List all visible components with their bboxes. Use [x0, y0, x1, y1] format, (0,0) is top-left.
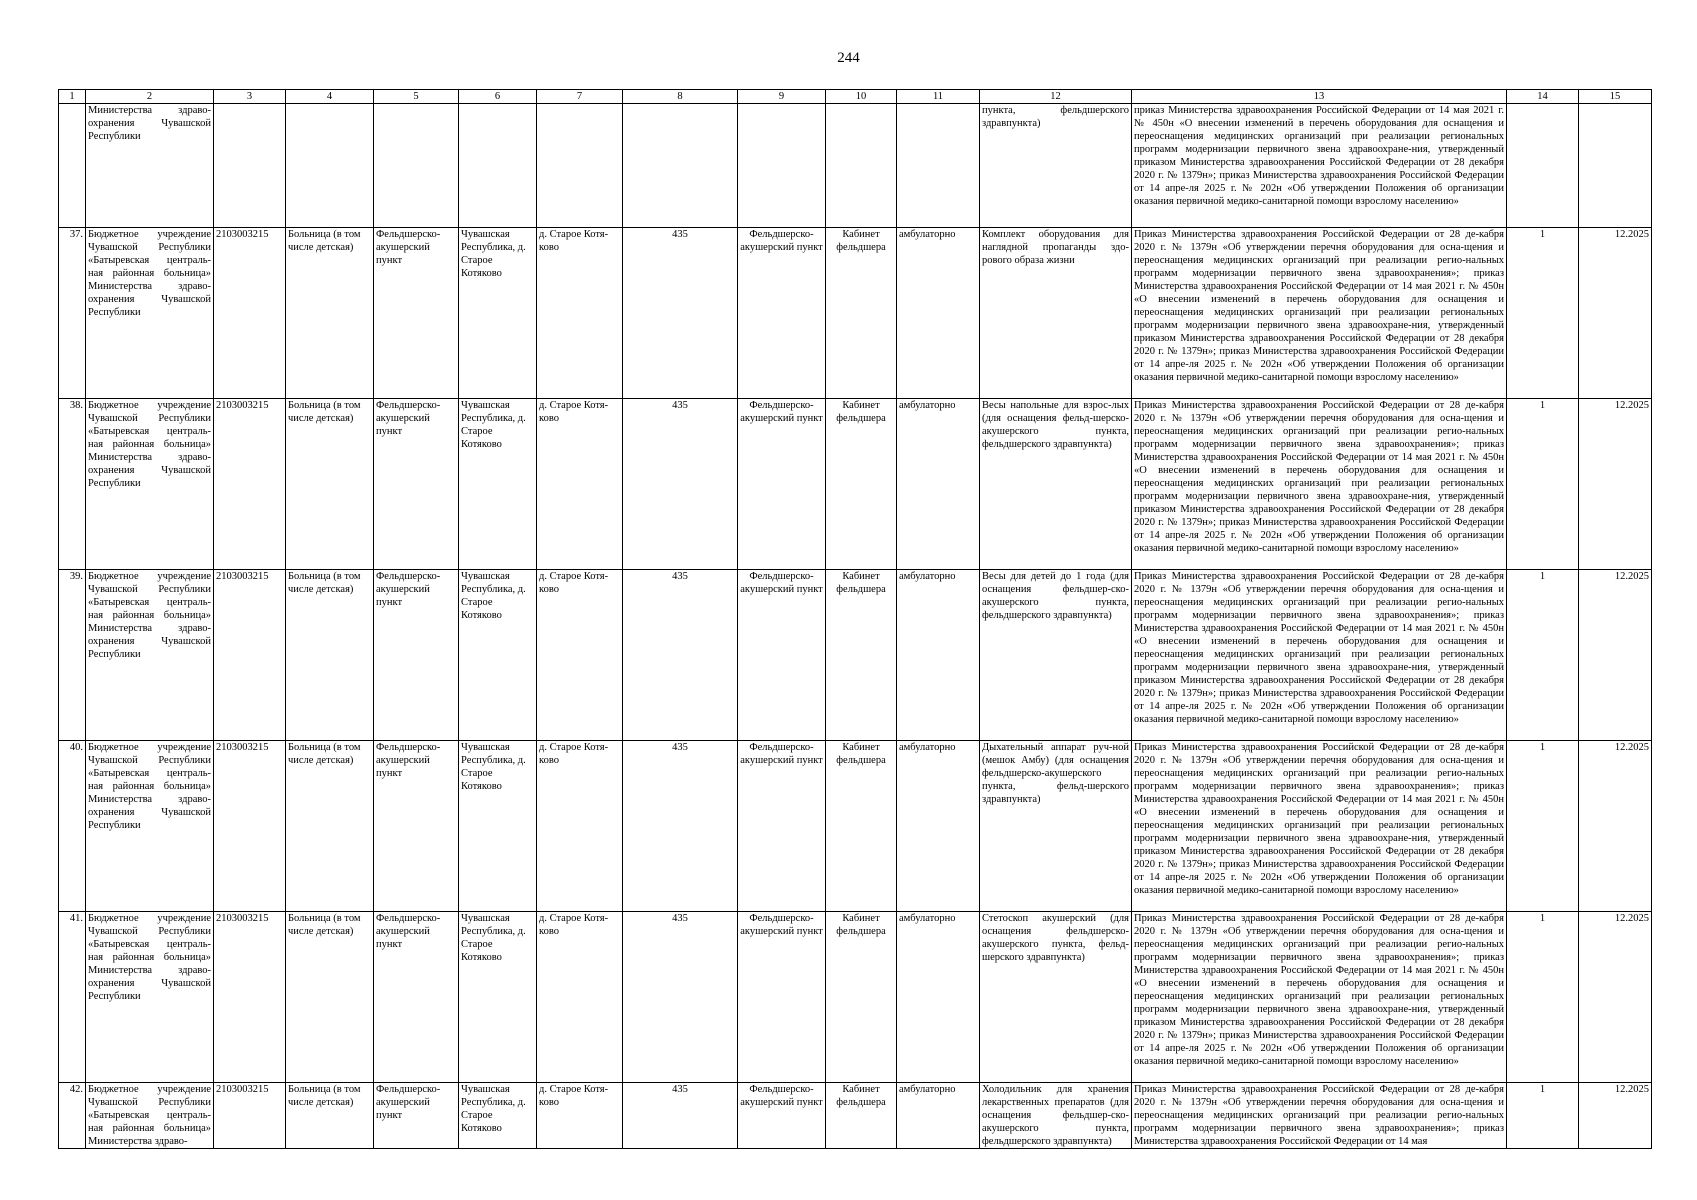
cell-room: Кабинет фельдшера — [826, 399, 897, 570]
cell-settlement: д. Старое Котя-ково — [537, 228, 623, 399]
cell-address: Чувашская Республика, д. Старое Котяково — [459, 228, 537, 399]
cell-num — [59, 104, 86, 228]
table-row — [59, 399, 1652, 570]
column-number-7: 7 — [537, 90, 623, 104]
cell-type: Больница (в том числе детская) — [286, 399, 374, 570]
cell-settlement: д. Старое Котя-ково — [537, 399, 623, 570]
cell-care: амбулаторно — [897, 741, 980, 912]
equipment-table — [58, 89, 1652, 1149]
cell-empty — [286, 104, 374, 228]
cell-equipment: Стетоскоп акушерский (для оснащения фельдшерско-акушерского пункта, фельд-шерского здравпункта) — [980, 912, 1132, 1083]
column-number-6: 6 — [459, 90, 537, 104]
cell-unit: Фельдшерско-акушерский пункт — [374, 399, 459, 570]
cell-org: Министерства здраво-охранения Чувашской Республики — [86, 104, 214, 228]
cell-settlement: д. Старое Котя-ково — [537, 741, 623, 912]
cell-num: 38. — [59, 399, 86, 570]
cell-unit: Фельдшерско-акушерский пункт — [374, 1083, 459, 1149]
cell-org: Бюджетное учреждение Чувашской Республики «Батыревская централь-ная районная больница» Министерства здраво-охранения Чувашской Республики — [86, 399, 214, 570]
cell-care: амбулаторно — [897, 228, 980, 399]
cell-settlement: д. Старое Котя-ково — [537, 1083, 623, 1149]
cell-equipment: Комплект оборудования для наглядной пропаганды здо-рового образа жизни — [980, 228, 1132, 399]
table-row-continuation — [59, 104, 1652, 228]
cell-settlement: д. Старое Котя-ково — [537, 912, 623, 1083]
column-number-9: 9 — [738, 90, 826, 104]
cell-inn: 2103003215 — [214, 741, 286, 912]
cell-care: амбулаторно — [897, 1083, 980, 1149]
cell-docs: Приказ Министерства здравоохранения Российской Федерации от 28 де-кабря 2020 г. № 1379н «Об утверждении перечня оборудования для осна-щения и переоснащения медицинских организаций при реализации регио-нальных программ модернизации первичного звена здравоохранения»; приказ Министерства здравоохранения Российской Федерации от 14 мая 2021 г. № 450н «О внесении изменений в перечень оборудования для оснащения и переоснащения медицинских организаций при реализации региональных программ модернизации первичного звена здравоохране-ния, утвержденный приказом Министерства здравоохранения Российской Федерации от 28 декабря 2020 г. № 1379н»; приказ Министерства здравоохранения Российской Федерации от 14 апре-ля 2025 г. № 202н «Об утверждении Положения об организации оказания первичной медико-санитарной помощи взрослому населению» — [1132, 570, 1507, 741]
cell-address: Чувашская Республика, д. Старое Котяково — [459, 741, 537, 912]
cell-equipment: Весы для детей до 1 года (для оснащения фельдшер-ско-акушерского пункта, фельдшерского здравпункта) — [980, 570, 1132, 741]
cell-unit: Фельдшерско-акушерский пункт — [374, 741, 459, 912]
cell-docs: Приказ Министерства здравоохранения Российской Федерации от 28 де-кабря 2020 г. № 1379н «Об утверждении перечня оборудования для осна-щения и переоснащения медицинских организаций при реализации регио-нальных программ модернизации первичного звена здравоохранения»; приказ Министерства здравоохранения Российской Федерации от 14 мая — [1132, 1083, 1507, 1149]
cell-num: 39. — [59, 570, 86, 741]
cell-code: 435 — [623, 741, 738, 912]
cell-docs: приказ Министерства здравоохранения Российской Федерации от 14 мая 2021 г. № 450н «О внесении изменений в перечень оборудования для оснащения и переоснащения медицинских организаций при реализации региональных программ модернизации первичного звена здравоохране-ния, утвержденный приказом Министерства здравоохранения Российской Федерации от 28 декабря 2020 г. № 1379н»; приказ Министерства здравоохранения Российской Федерации от 14 апре-ля 2025 г. № 202н «Об утверждении Положения об организации оказания первичной медико-санитарной помощи взрослому населению» — [1132, 104, 1507, 228]
cell-code: 435 — [623, 912, 738, 1083]
cell-subunit: Фельдшерско-акушерский пункт — [738, 399, 826, 570]
table-row — [59, 741, 1652, 912]
cell-qty: 1 — [1507, 570, 1579, 741]
cell-code: 435 — [623, 1083, 738, 1149]
cell-date: 12.2025 — [1579, 228, 1652, 399]
column-number-2: 2 — [86, 90, 214, 104]
cell-subunit: Фельдшерско-акушерский пункт — [738, 912, 826, 1083]
cell-num: 37. — [59, 228, 86, 399]
column-number-3: 3 — [214, 90, 286, 104]
cell-empty — [1507, 104, 1579, 228]
cell-address: Чувашская Республика, д. Старое Котяково — [459, 570, 537, 741]
cell-unit: Фельдшерско-акушерский пункт — [374, 228, 459, 399]
cell-address: Чувашская Республика, д. Старое Котяково — [459, 912, 537, 1083]
cell-empty — [374, 104, 459, 228]
cell-inn: 2103003215 — [214, 1083, 286, 1149]
cell-empty — [897, 104, 980, 228]
page-number: 244 — [837, 50, 860, 66]
cell-qty: 1 — [1507, 228, 1579, 399]
cell-num: 40. — [59, 741, 86, 912]
cell-code: 435 — [623, 228, 738, 399]
column-number-1: 1 — [59, 90, 86, 104]
cell-room: Кабинет фельдшера — [826, 741, 897, 912]
cell-type: Больница (в том числе детская) — [286, 912, 374, 1083]
cell-inn: 2103003215 — [214, 228, 286, 399]
cell-qty: 1 — [1507, 912, 1579, 1083]
column-number-5: 5 — [374, 90, 459, 104]
cell-type: Больница (в том числе детская) — [286, 570, 374, 741]
cell-inn: 2103003215 — [214, 570, 286, 741]
cell-care: амбулаторно — [897, 912, 980, 1083]
cell-num: 41. — [59, 912, 86, 1083]
cell-date: 12.2025 — [1579, 741, 1652, 912]
cell-type: Больница (в том числе детская) — [286, 741, 374, 912]
cell-type: Больница (в том числе детская) — [286, 228, 374, 399]
cell-empty — [826, 104, 897, 228]
cell-docs: Приказ Министерства здравоохранения Российской Федерации от 28 де-кабря 2020 г. № 1379н «Об утверждении перечня оборудования для осна-щения и переоснащения медицинских организаций при реализации регио-нальных программ модернизации первичного звена здравоохранения»; приказ Министерства здравоохранения Российской Федерации от 14 мая 2021 г. № 450н «О внесении изменений в перечень оборудования для оснащения и переоснащения медицинских организаций при реализации региональных программ модернизации первичного звена здравоохране-ния, утвержденный приказом Министерства здравоохранения Российской Федерации от 28 декабря 2020 г. № 1379н»; приказ Министерства здравоохранения Российской Федерации от 14 апре-ля 2025 г. № 202н «Об утверждении Положения об организации оказания первичной медико-санитарной помощи взрослому населению» — [1132, 741, 1507, 912]
column-number-row — [59, 90, 1652, 104]
cell-subunit: Фельдшерско-акушерский пункт — [738, 228, 826, 399]
cell-empty — [1579, 104, 1652, 228]
cell-org: Бюджетное учреждение Чувашской Республики «Батыревская централь-ная районная больница» Министерства здраво- — [86, 1083, 214, 1149]
cell-qty: 1 — [1507, 399, 1579, 570]
cell-subunit: Фельдшерско-акушерский пункт — [738, 570, 826, 741]
cell-org: Бюджетное учреждение Чувашской Республики «Батыревская централь-ная районная больница» Министерства здраво-охранения Чувашской Республики — [86, 912, 214, 1083]
cell-qty: 1 — [1507, 741, 1579, 912]
cell-empty — [537, 104, 623, 228]
column-number-15: 15 — [1579, 90, 1652, 104]
cell-qty: 1 — [1507, 1083, 1579, 1149]
cell-code: 435 — [623, 570, 738, 741]
cell-empty — [738, 104, 826, 228]
cell-room: Кабинет фельдшера — [826, 1083, 897, 1149]
table-row — [59, 1083, 1652, 1149]
column-number-10: 10 — [826, 90, 897, 104]
cell-equipment: Весы напольные для взрос-лых (для оснащения фельд-шерско-акушерского пункта, фельдшерского здравпункта) — [980, 399, 1132, 570]
cell-docs: Приказ Министерства здравоохранения Российской Федерации от 28 де-кабря 2020 г. № 1379н «Об утверждении перечня оборудования для осна-щения и переоснащения медицинских организаций при реализации регио-нальных программ модернизации первичного звена здравоохранения»; приказ Министерства здравоохранения Российской Федерации от 14 мая 2021 г. № 450н «О внесении изменений в перечень оборудования для оснащения и переоснащения медицинских организаций при реализации региональных программ модернизации первичного звена здравоохране-ния, утвержденный приказом Министерства здравоохранения Российской Федерации от 28 декабря 2020 г. № 1379н»; приказ Министерства здравоохранения Российской Федерации от 14 апре-ля 2025 г. № 202н «Об утверждении Положения об организации оказания первичной медико-санитарной помощи взрослому населению» — [1132, 912, 1507, 1083]
table-row — [59, 228, 1652, 399]
cell-date: 12.2025 — [1579, 570, 1652, 741]
cell-care: амбулаторно — [897, 399, 980, 570]
cell-room: Кабинет фельдшера — [826, 570, 897, 741]
cell-num: 42. — [59, 1083, 86, 1149]
table-row — [59, 912, 1652, 1083]
cell-subunit: Фельдшерско-акушерский пункт — [738, 1083, 826, 1149]
cell-address: Чувашская Республика, д. Старое Котяково — [459, 1083, 537, 1149]
cell-code: 435 — [623, 399, 738, 570]
column-number-8: 8 — [623, 90, 738, 104]
cell-org: Бюджетное учреждение Чувашской Республики «Батыревская централь-ная районная больница» Министерства здраво-охранения Чувашской Республики — [86, 228, 214, 399]
cell-docs: Приказ Министерства здравоохранения Российской Федерации от 28 де-кабря 2020 г. № 1379н «Об утверждении перечня оборудования для осна-щения и переоснащения медицинских организаций при реализации регио-нальных программ модернизации первичного звена здравоохранения»; приказ Министерства здравоохранения Российской Федерации от 14 мая 2021 г. № 450н «О внесении изменений в перечень оборудования для оснащения и переоснащения медицинских организаций при реализации региональных программ модернизации первичного звена здравоохране-ния, утвержденный приказом Министерства здравоохранения Российской Федерации от 28 декабря 2020 г. № 1379н»; приказ Министерства здравоохранения Российской Федерации от 14 апре-ля 2025 г. № 202н «Об утверждении Положения об организации оказания первичной медико-санитарной помощи взрослому населению» — [1132, 399, 1507, 570]
cell-room: Кабинет фельдшера — [826, 228, 897, 399]
column-number-13: 13 — [1132, 90, 1507, 104]
cell-empty — [459, 104, 537, 228]
cell-equipment: Холодильник для хранения лекарственных препаратов (для оснащения фельдшер-ско-акушерского пункта, фельдшерского здравпункта) — [980, 1083, 1132, 1149]
column-number-4: 4 — [286, 90, 374, 104]
cell-settlement: д. Старое Котя-ково — [537, 570, 623, 741]
cell-empty — [623, 104, 738, 228]
cell-care: амбулаторно — [897, 570, 980, 741]
cell-org: Бюджетное учреждение Чувашской Республики «Батыревская централь-ная районная больница» Министерства здраво-охранения Чувашской Республики — [86, 741, 214, 912]
cell-subunit: Фельдшерско-акушерский пункт — [738, 741, 826, 912]
column-number-14: 14 — [1507, 90, 1579, 104]
cell-date: 12.2025 — [1579, 399, 1652, 570]
column-number-11: 11 — [897, 90, 980, 104]
cell-address: Чувашская Республика, д. Старое Котяково — [459, 399, 537, 570]
cell-date: 12.2025 — [1579, 1083, 1652, 1149]
cell-unit: Фельдшерско-акушерский пункт — [374, 570, 459, 741]
cell-inn: 2103003215 — [214, 399, 286, 570]
cell-docs: Приказ Министерства здравоохранения Российской Федерации от 28 де-кабря 2020 г. № 1379н «Об утверждении перечня оборудования для осна-щения и переоснащения медицинских организаций при реализации регио-нальных программ модернизации первичного звена здравоохранения»; приказ Министерства здравоохранения Российской Федерации от 14 мая 2021 г. № 450н «О внесении изменений в перечень оборудования для оснащения и переоснащения медицинских организаций при реализации региональных программ модернизации первичного звена здравоохране-ния, утвержденный приказом Министерства здравоохранения Российской Федерации от 28 декабря 2020 г. № 1379н»; приказ Министерства здравоохранения Российской Федерации от 14 апре-ля 2025 г. № 202н «Об утверждении Положения об организации оказания первичной медико-санитарной помощи взрослому населению» — [1132, 228, 1507, 399]
table-row — [59, 570, 1652, 741]
cell-equipment: Дыхательный аппарат руч-ной (мешок Амбу) (для оснащения фельдшерско-акушерского пункта, фельд-шерского здравпункта) — [980, 741, 1132, 912]
cell-room: Кабинет фельдшера — [826, 912, 897, 1083]
cell-empty — [214, 104, 286, 228]
cell-equipment: пункта, фельдшерского здравпункта) — [980, 104, 1132, 228]
column-number-12: 12 — [980, 90, 1132, 104]
cell-date: 12.2025 — [1579, 912, 1652, 1083]
cell-unit: Фельдшерско-акушерский пункт — [374, 912, 459, 1083]
cell-inn: 2103003215 — [214, 912, 286, 1083]
cell-type: Больница (в том числе детская) — [286, 1083, 374, 1149]
cell-org: Бюджетное учреждение Чувашской Республики «Батыревская централь-ная районная больница» Министерства здраво-охранения Чувашской Республики — [86, 570, 214, 741]
